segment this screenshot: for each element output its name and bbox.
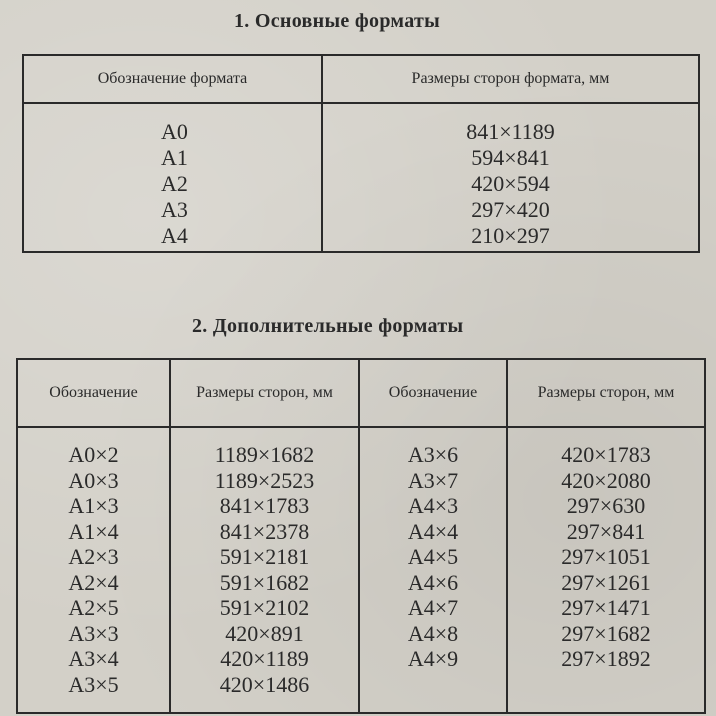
size-cell: 591×1682	[219, 569, 310, 595]
table-header-row	[17, 359, 705, 427]
designation-cell: А4×8	[407, 620, 459, 646]
header-sizes: Размеры сторон формата, мм	[322, 55, 699, 103]
size-cell: 420×2080	[561, 467, 651, 493]
size-cell: 841×1189	[466, 119, 555, 144]
right-designation-column	[359, 427, 507, 713]
size-cell: 297×420	[471, 197, 550, 222]
header-designation-left: Обозначение	[17, 359, 170, 427]
size-cell: 297×1682	[561, 620, 651, 646]
designation-column	[23, 103, 322, 252]
designation-cell: А3×4	[68, 646, 119, 671]
table1-title: 1. Основные форматы	[234, 10, 441, 32]
designation-cell: А2	[161, 171, 188, 196]
header-sizes-right: Размеры сторон, мм	[507, 359, 705, 427]
size-cell: 210×297	[471, 223, 550, 248]
designation-cell: А4×5	[407, 544, 459, 569]
size-cell: 841×1783	[219, 493, 310, 518]
table-row	[17, 427, 705, 713]
designation-cell: А4×3	[407, 493, 459, 518]
size-cell: 1189×1682	[214, 442, 315, 467]
table2-title: 2. Дополнительные форматы	[192, 315, 464, 337]
designation-cell: А4×9	[407, 646, 459, 671]
designation-cell: А4	[161, 223, 188, 248]
designation-cell: А2×5	[68, 595, 119, 620]
designation-cell: А1×4	[68, 518, 119, 544]
size-cell: 591×2181	[219, 544, 310, 569]
right-sizes-column	[507, 427, 705, 713]
designation-cell: А4×4	[407, 518, 459, 544]
sizes-column	[322, 103, 699, 252]
designation-cell: А2×4	[68, 569, 119, 595]
table-header-row	[23, 55, 699, 103]
size-cell: 420×891	[225, 620, 304, 646]
header-designation: Обозначение формата	[23, 55, 322, 103]
size-cell: 420×594	[471, 171, 550, 196]
size-cell: 297×1471	[561, 595, 651, 620]
size-cell: 297×1051	[561, 544, 651, 569]
designation-cell: А1×3	[68, 493, 119, 518]
size-cell: 297×1261	[561, 569, 651, 595]
header-sizes-left: Размеры сторон, мм	[170, 359, 359, 427]
size-cell: 591×2102	[219, 595, 310, 620]
designation-cell: А3×7	[407, 467, 459, 493]
designation-cell: А3×5	[68, 671, 119, 697]
size-cell: 594×841	[471, 145, 550, 170]
size-cell: 420×1189	[220, 646, 309, 671]
left-sizes-column	[170, 427, 359, 713]
size-cell: 297×630	[566, 493, 646, 518]
header-designation-right: Обозначение	[359, 359, 507, 427]
designation-cell: А0	[161, 119, 188, 144]
designation-cell: А2×3	[68, 544, 119, 569]
size-cell: 297×841	[566, 518, 646, 544]
designation-cell: А0×2	[68, 442, 119, 467]
size-cell: 841×2378	[219, 518, 310, 544]
size-cell: 420×1783	[561, 442, 651, 467]
designation-cell: А3	[161, 197, 188, 222]
size-cell: 1189×2523	[214, 467, 315, 493]
designation-cell: А3×6	[407, 442, 459, 467]
designation-cell: А4×7	[407, 595, 459, 620]
designation-cell: А1	[161, 145, 188, 170]
designation-cell: А4×6	[407, 569, 459, 595]
designation-cell: А0×3	[68, 467, 119, 493]
size-cell: 297×1892	[561, 646, 651, 671]
designation-cell: А3×3	[68, 620, 119, 646]
additional-formats-table	[16, 358, 706, 714]
left-designation-column	[17, 427, 170, 713]
table-row	[23, 103, 699, 252]
size-cell: 420×1486	[219, 671, 310, 697]
basic-formats-table	[22, 54, 700, 253]
